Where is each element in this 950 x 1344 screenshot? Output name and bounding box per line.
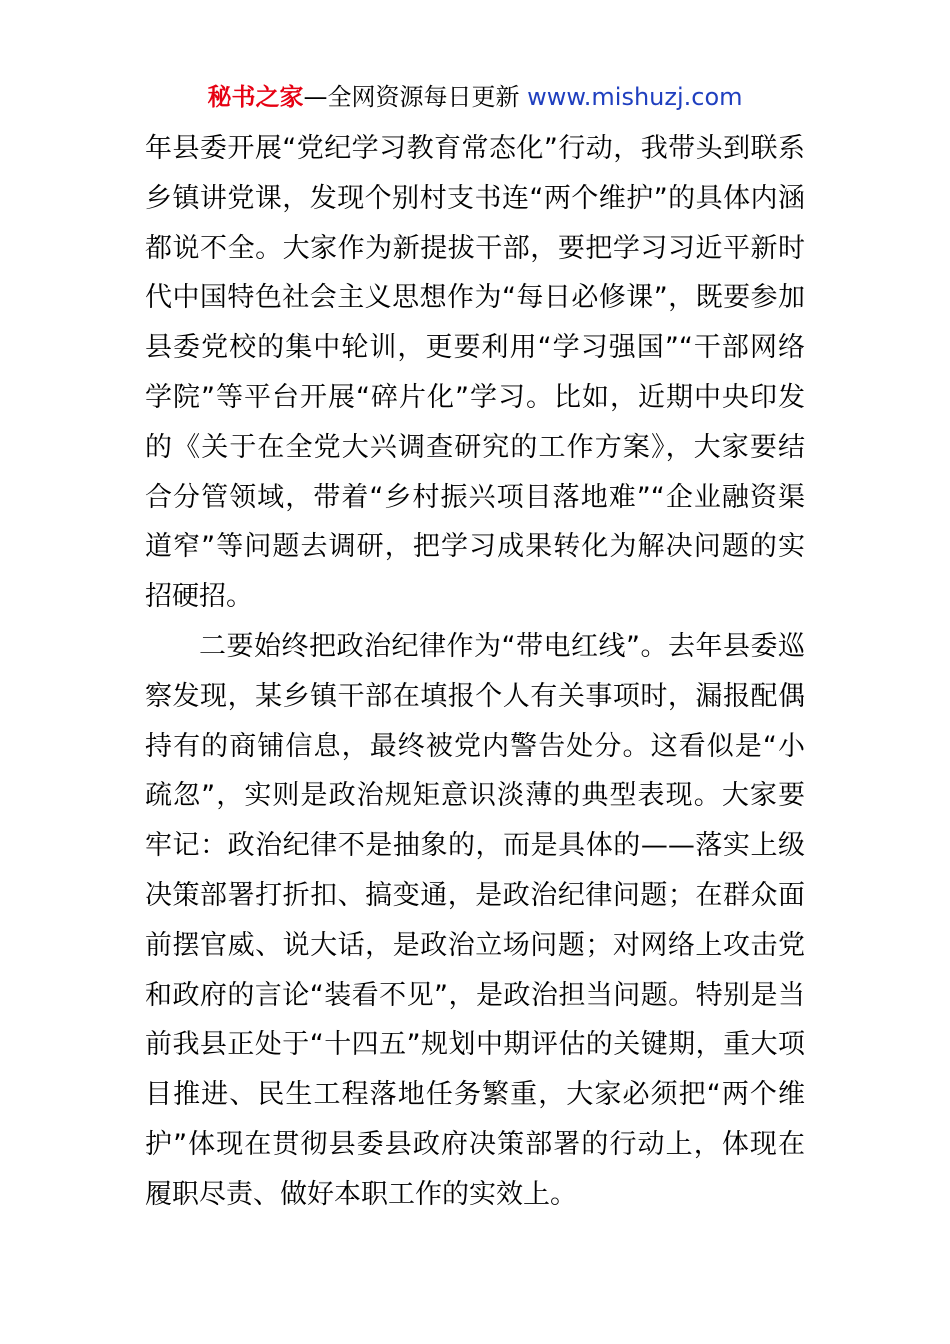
document-body [145,124,805,1220]
site-brand: 秘书之家 [207,83,304,111]
site-url-link[interactable]: www.mishuzj.com [527,83,743,111]
paragraph-political-discipline: 二要始终把政治纪律作为“带电红线”。去年县委巡察发现，某乡镇干部在填报个人有关事项时，漏报配偶持有的商铺信息，最终被党内警告处分。这看似是“小疏忽”，实则是政治规矩意识淡薄的典型表现。大家要牢记：政治纪律不是抽象的，而是具体的——落实上级决策部署打折扣、搞变通，是政治纪律问题；在群众面前摆官威、说大话，是政治立场问题；对网络上攻击党和政府的言论“装看不见”，是政治担当问题。特别是当前我县正处于“十四五”规划中期评估的关键期，重大项目推进、民生工程落地任务繁重，大家必须把“两个维护”体现在贯彻县委县政府决策部署的行动上，体现在履职尽责、做好本职工作的实效上。 [145,630,805,1210]
paragraph-continuation: 年县委开展“党纪学习教育常态化”行动，我带头到联系乡镇讲党课，发现个别村支书连“两个维护”的具体内涵都说不全。大家作为新提拔干部，要把学习习近平新时代中国特色社会主义思想作为“每日必修课”，既要参加县委党校的集中轮训，更要利用“学习强国”“干部网络学院”等平台开展“碎片化”学习。比如，近期中央印发的《关于在全党大兴调查研究的工作方案》，大家要结合分管领域，带着“乡村振兴项目落地难”“企业融资渠道窄”等问题去调研，把学习成果转化为解决问题的实招硬招。 [145,133,805,613]
site-tagline: —全网资源每日更新 [303,83,528,111]
site-header [0,80,950,114]
